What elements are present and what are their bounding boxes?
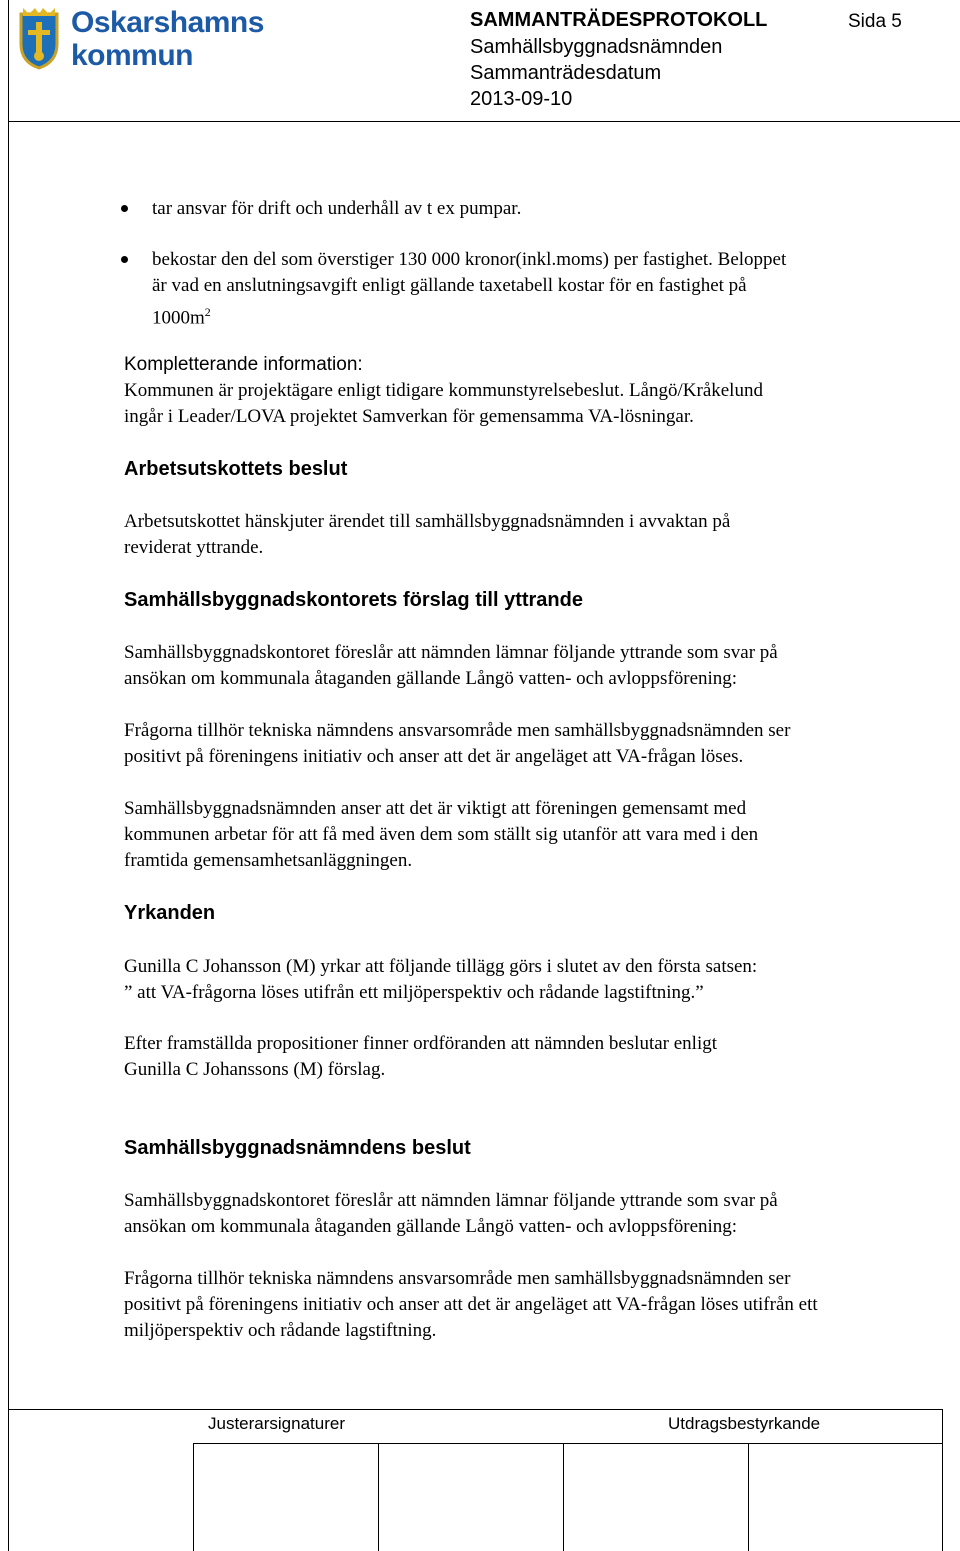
logo-text-line2: kommun — [71, 39, 194, 72]
complement-line-2: ingår i Leader/LOVA projektet Samverkan för gemensamma VA-lösningar. — [124, 406, 694, 427]
bullet-item-2: bekostar den del som överstiger 130 000 kronor(inkl.moms) per fastighet. Beloppet — [152, 249, 787, 270]
committee-name: Samhällsbyggnadsnämnden — [470, 36, 723, 58]
complement-line-1: Kommunen är projektägare enligt tidigare kommunstyrelsebeslut. Långö/Kråkelund — [124, 380, 763, 401]
meeting-date-label: Sammanträdesdatum — [470, 62, 662, 84]
municipality-logo — [15, 4, 275, 76]
sbk-p3-line-1: Samhällsbyggnadsnämnden anser att det är viktigt att föreningen gemensamt med — [124, 798, 747, 819]
sbk-p3-line-3: framtida gemensamhetsanläggningen. — [124, 850, 413, 871]
table-top-rule — [8, 1409, 943, 1410]
sbk-proposal-heading: Samhällsbyggnadskontorets förslag till yttrande — [124, 589, 583, 611]
decision-p1-line-2: ansökan om kommunala åtaganden gällande Långö vatten- och avloppsförening: — [124, 1216, 738, 1237]
area-value: 1000m — [152, 307, 205, 329]
bullet-dot — [121, 256, 128, 263]
table-col-rule — [563, 1443, 564, 1551]
sbk-p2-line-1: Frågorna tillhör tekniska nämndens ansvarsområde men samhällsbyggnadsnämnden ser — [124, 720, 791, 741]
table-col-rule — [193, 1443, 194, 1551]
table-col-rule — [378, 1443, 379, 1551]
decision-p1-line-1: Samhällsbyggnadskontoret föreslår att nämnden lämnar följande yttrande som svar på — [124, 1190, 778, 1211]
decision-p2-line-1: Frågorna tillhör tekniska nämndens ansvarsområde men samhällsbyggnadsnämnden ser — [124, 1268, 791, 1289]
bullet-dot — [121, 205, 128, 212]
signature-table — [8, 1409, 943, 1551]
motions-line-3: Efter framställda propositioner finner ordföranden att nämnden beslutar enligt — [124, 1033, 718, 1054]
coat-of-arms-icon — [15, 4, 63, 70]
committee-decision-heading: Samhällsbyggnadsnämndens beslut — [124, 1137, 471, 1159]
au-decision-line-1: Arbetsutskottet hänskjuter ärendet till samhällsbyggnadsnämnden i avvaktan på — [124, 511, 731, 532]
bullet-item-2-line3 — [152, 299, 211, 331]
extract-certification-label: Utdragsbestyrkande — [668, 1414, 821, 1433]
au-decision-heading: Arbetsutskottets beslut — [124, 458, 348, 480]
table-col-rule — [748, 1443, 749, 1551]
decision-p2-line-3: miljöperspektiv och rådande lagstiftning. — [124, 1320, 437, 1341]
sbk-p1-line-2: ansökan om kommunala åtaganden gällande Långö vatten- och avloppsförening: — [124, 668, 738, 689]
motions-line-1: Gunilla C Johansson (M) yrkar att följande tillägg görs i slutet av den första satsen: — [124, 956, 758, 977]
logo-text-line1: Oskarshamns — [71, 6, 264, 39]
header-rule — [8, 121, 960, 122]
sbk-p2-line-2: positivt på föreningens initiativ och anser att det är angeläget att VA-frågan löses. — [124, 746, 744, 767]
complement-heading: Kompletterande information: — [124, 354, 363, 375]
meeting-date: 2013-09-10 — [470, 88, 573, 110]
table-right-rule — [942, 1409, 943, 1551]
sbk-p1-line-1: Samhällsbyggnadskontoret föreslår att nämnden lämnar följande yttrande som svar på — [124, 642, 778, 663]
motions-line-4: Gunilla C Johanssons (M) förslag. — [124, 1059, 386, 1080]
table-inner-rule — [193, 1443, 943, 1444]
square-superscript: 2 — [204, 305, 211, 319]
document-type-title: SAMMANTRÄDESPROTOKOLL — [470, 9, 768, 31]
bullet-item-1: tar ansvar för drift och underhåll av t ex pumpar. — [152, 198, 522, 219]
sbk-p3-line-2: kommunen arbetar för att få med även dem som ställt sig utanför att vara med i den — [124, 824, 759, 845]
au-decision-line-2: reviderat yttrande. — [124, 537, 264, 558]
motions-line-2: ” att VA-frågorna löses utifrån ett miljöperspektiv och rådande lagstiftning.” — [124, 982, 704, 1003]
left-margin-rule — [8, 0, 9, 1551]
page-number: Sida 5 — [848, 11, 902, 32]
decision-p2-line-2: positivt på föreningens initiativ och anser att det är angeläget att VA-frågan löses utifrån ett — [124, 1294, 818, 1315]
motions-heading: Yrkanden — [124, 902, 216, 924]
signatures-label: Justerarsignaturer — [208, 1414, 346, 1433]
bullet-item-2-line2: är vad en anslutningsavgift enligt gällande taxetabell kostar för en fastighet på — [152, 275, 747, 296]
